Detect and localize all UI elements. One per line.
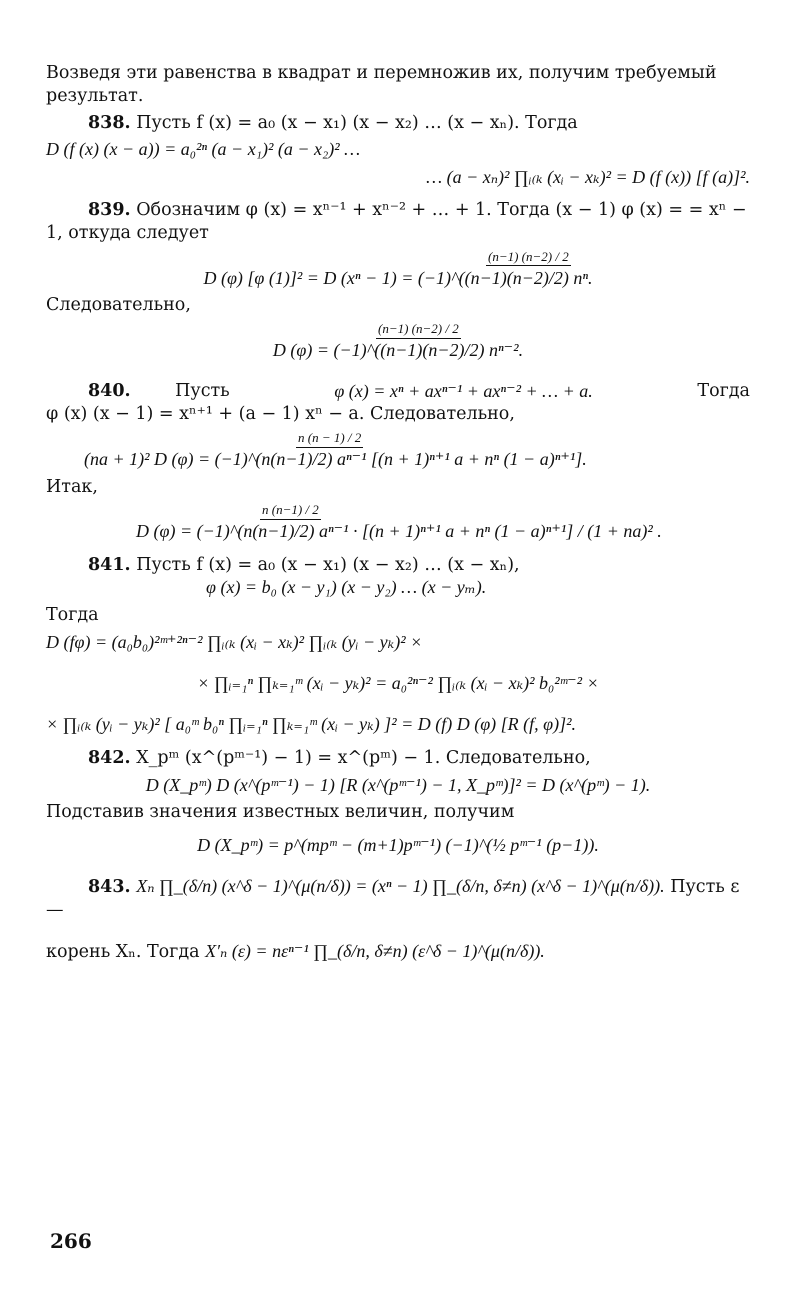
exponent-839-1: (n−1) (n−2) / 2 (46, 249, 750, 267)
problem-text: Пусть f (x) = a₀ (x − x₁) (x − x₂) … (x − xₙ), (136, 554, 520, 575)
formula-843-1: Xₙ ∏_(δ/n) (x^δ − 1)^(μ(n/δ)) = (xⁿ − 1) ∏_(δ/n, δ≠n) (x^δ − 1)^(μ(n/δ)). (136, 876, 665, 897)
problem-number: 842. (88, 747, 131, 768)
problem-843-line2 (46, 940, 750, 964)
formula-841-3: × ∏ᵢ₍ₖ (yᵢ − yₖ)² [ a₀ᵐ b₀ⁿ ∏ᵢ₌₁ⁿ ∏ₖ₌₁ᵐ (xᵢ − yₖ) ]² = D (f) D (φ) [R (f, φ)]². (46, 714, 577, 735)
formula-841-1: D (fφ) = (a₀b₀)²ᵐ⁺²ⁿ⁻² ∏ᵢ₍ₖ (xᵢ − xₖ)² ∏ᵢ₍ₖ (yᵢ − yₖ)² × (46, 631, 423, 652)
formula-842-2: D (X_pᵐ) = p^(mpᵐ − (m+1)pᵐ⁻¹) (−1)^(½ pᵐ⁻¹ (p−1)). (197, 834, 599, 855)
consequence-label: Следовательно, (46, 294, 191, 315)
formula-839-2: D (φ) = (−1)^((n−1)(n−2)/2) nⁿ⁻². (272, 339, 524, 360)
problem-text: Обозначим φ (x) = xⁿ⁻¹ + xⁿ⁻² + … + 1. Тогда (x − 1) φ (x) = = xⁿ − 1, откуда следует (46, 200, 747, 243)
formula-841-2: × ∏ᵢ₌₁ⁿ ∏ₖ₌₁ᵐ (xᵢ − yₖ)² = a₀²ⁿ⁻² ∏ᵢ₍ₖ (xᵢ − xₖ)² b₀²ᵐ⁻² × (197, 673, 599, 694)
problem-840 (46, 380, 750, 403)
formula-840-1: (na + 1)² D (φ) = (−1)^(n(n−1)/2) aⁿ⁻¹ [(n + 1)ⁿ⁺¹ a + nⁿ (1 − a)ⁿ⁺¹]. (84, 449, 587, 470)
problem-number: 843. (88, 877, 131, 898)
problem-number: 839. (88, 200, 131, 221)
formula-839-1: D (φ) [φ (1)]² = D (xⁿ − 1) = (−1)^((n−1)(n−2)/2) nⁿ. (203, 267, 593, 288)
problem-number: 838. (88, 112, 131, 133)
problem-841 (46, 554, 750, 577)
formula-840-2: D (φ) = (−1)^(n(n−1)/2) aⁿ⁻¹ · [(n + 1)ⁿ⁺¹ a + nⁿ (1 − a)ⁿ⁺¹] / (1 + na)² . (136, 521, 662, 542)
formula-838-1: D (f (x) (x − a)) = a₀²ⁿ (a − x₁)² (a − x₂)² … (46, 139, 361, 160)
problem-text: X_pᵐ (x^(pᵐ⁻¹) − 1) = x^(pᵐ) − 1. Следовательно, (136, 747, 591, 768)
exponent-839-2: (n−1) (n−2) / 2 (46, 321, 750, 339)
problem-838 (46, 112, 750, 135)
formula-838-2: … (a − xₙ)² ∏ᵢ₍ₖ (xᵢ − xₖ)² = D (f (x)) [f (a)]². (426, 166, 750, 187)
intro-paragraph (46, 62, 750, 108)
formula-843-2: X′ₙ (ε) = nεⁿ⁻¹ ∏_(δ/n, δ≠n) (ε^δ − 1)^(μ(n/δ)). (205, 940, 545, 961)
problem-number: 840. (88, 381, 131, 402)
problem-text: Пусть ε — (46, 877, 740, 920)
formula-841-0: φ (x) = b₀ (x − y₁) (x − y₂) … (x − yₘ). (206, 577, 487, 598)
itak-label: Итак, (46, 476, 98, 497)
exponent-840-2: n (n−1) / 2 (46, 502, 750, 520)
problem-840-line2: φ (x) (x − 1) = xⁿ⁺¹ + (a − 1) xⁿ − a. Следовательно, (46, 404, 515, 425)
intro-text: Возведя эти равенства в квадрат и перемножив их, получим требуемый результат. (46, 63, 717, 106)
problem-840-then: Тогда (697, 381, 750, 402)
problem-842 (46, 747, 750, 770)
problem-840-formula: φ (x) = xⁿ + axⁿ⁻¹ + axⁿ⁻² + … + a. (334, 381, 593, 402)
problem-text-2: корень Xₙ. Тогда (46, 941, 200, 962)
problem-text: Пусть f (x) = a₀ (x − x₁) (x − x₂) … (x − xₙ). Тогда (136, 112, 578, 133)
problem-839 (46, 199, 750, 245)
page-number: 266 (50, 1229, 92, 1253)
problem-843 (46, 875, 750, 922)
problem-number: 841. (88, 554, 131, 575)
problem-text: Пусть (175, 381, 230, 402)
exponent-840-1: n (n − 1) / 2 (46, 430, 750, 448)
substitute-text: Подставив значения известных величин, получим (46, 801, 515, 822)
togda-label: Тогда (46, 604, 99, 625)
formula-842-1: D (X_pᵐ) D (x^(pᵐ⁻¹) − 1) [R (x^(pᵐ⁻¹) − 1, X_pᵐ)]² = D (x^(pᵐ) − 1). (145, 774, 651, 795)
